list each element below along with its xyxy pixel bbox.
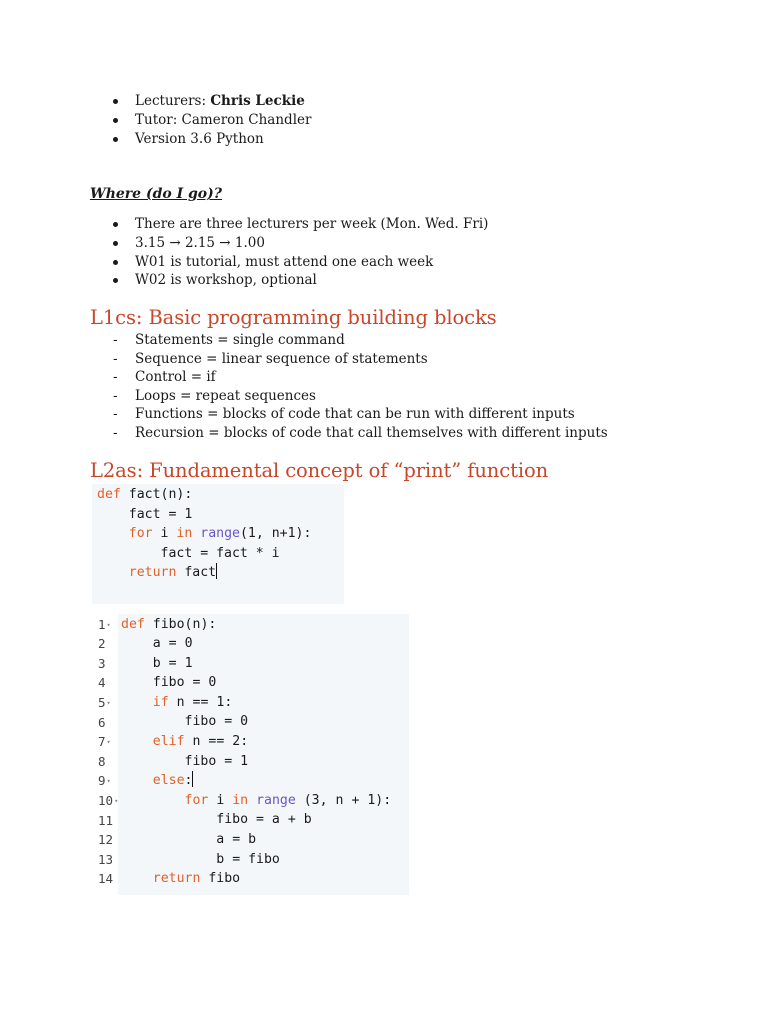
- list-item: [113, 92, 311, 111]
- line-number-text: 1: [98, 616, 106, 632]
- code-keyword: for: [128, 526, 153, 542]
- code-text: =: [216, 734, 225, 750]
- line-number: [98, 830, 122, 850]
- code-text: b: [248, 832, 257, 848]
- code-text: =: [224, 753, 233, 769]
- code-text: i: [216, 792, 225, 808]
- code-line: [121, 791, 391, 811]
- code-text: a: [152, 636, 161, 652]
- l2-heading: L2as: Fundamental concept of “print” function: [90, 459, 549, 482]
- code-text: 1: [216, 694, 225, 710]
- code-text: [121, 695, 153, 710]
- code-keyword: return: [152, 871, 201, 887]
- line-number: [98, 713, 122, 733]
- line-number-text: 11: [98, 812, 114, 828]
- building-blocks-list: [113, 331, 608, 443]
- code-keyword: if: [152, 694, 169, 710]
- code-text: [121, 734, 153, 749]
- code-line: [121, 673, 391, 693]
- code-line: [121, 830, 391, 850]
- code-text: +: [351, 792, 360, 808]
- line-number: [98, 654, 122, 674]
- line-number-text: 7: [98, 734, 106, 750]
- code-text: a: [216, 832, 225, 848]
- code-text: b: [303, 812, 312, 828]
- line-number: [98, 732, 122, 753]
- code-text: [264, 812, 272, 827]
- code-text: =: [232, 851, 241, 867]
- line-number: [98, 811, 122, 831]
- code-keyword: else: [152, 773, 185, 789]
- line-number: [98, 634, 122, 654]
- code-text: [296, 793, 304, 808]
- code-keyword: def: [121, 616, 145, 632]
- code-text: [177, 656, 185, 671]
- code-indent: [97, 565, 129, 580]
- code-text: n: [335, 792, 344, 808]
- code-text: +: [287, 812, 296, 828]
- code-line: [97, 505, 311, 525]
- line-number-text: 8: [98, 753, 106, 769]
- line-number: [98, 850, 122, 870]
- code-text: [240, 852, 248, 867]
- fibo-code-area: [118, 614, 409, 895]
- list-item: 3.15 → 2.15 → 1.00: [113, 234, 488, 253]
- code-text: =: [256, 812, 264, 828]
- text-cursor: [216, 563, 217, 579]
- code-line: [121, 615, 391, 635]
- fold-arrow-icon[interactable]: ▾: [114, 796, 119, 805]
- line-number-text: 12: [98, 832, 114, 848]
- line-number: [98, 693, 122, 714]
- code-keyword: in: [232, 792, 249, 808]
- code-line: [121, 869, 391, 889]
- code-text: ): [200, 616, 209, 632]
- list-item: W02 is workshop, optional: [113, 271, 488, 290]
- code-text: =: [192, 694, 201, 710]
- code-text: [296, 812, 304, 827]
- code-text: =: [168, 655, 177, 671]
- code-text: [161, 636, 169, 651]
- code-text: n: [192, 734, 201, 750]
- code-text: b: [216, 851, 225, 867]
- code-text: [328, 793, 336, 808]
- code-line: [121, 752, 391, 772]
- list-item: - Recursion = blocks of code that call themselves with different inputs: [113, 424, 608, 443]
- line-number-text: 2: [98, 636, 106, 652]
- code-text: [248, 812, 256, 827]
- code-text: 0: [208, 675, 217, 691]
- code-text: [121, 656, 153, 671]
- fold-arrow-icon[interactable]: ▾: [106, 698, 111, 707]
- code-keyword: return: [128, 565, 177, 581]
- code-line: [121, 634, 391, 654]
- code-indent: [97, 507, 129, 522]
- code-text: =: [168, 636, 177, 652]
- code-text: 1: [240, 753, 249, 769]
- code-text: [121, 812, 216, 827]
- line-number-text: 9: [98, 773, 106, 789]
- text-cursor: [192, 771, 193, 787]
- where-heading: Where (do I go)?: [90, 186, 222, 202]
- fact-code-block: [92, 484, 344, 604]
- code-text: ,: [319, 792, 328, 808]
- code-text: =: [200, 694, 209, 710]
- line-number: [98, 752, 122, 772]
- code-text: fact: [176, 565, 217, 581]
- code-text: n: [176, 694, 185, 710]
- line-number-text: 5: [98, 694, 106, 710]
- code-text: fibo: [184, 714, 217, 730]
- code-line: [121, 810, 391, 830]
- code-text: [224, 832, 232, 847]
- code-text: (: [303, 792, 312, 808]
- fold-arrow-icon[interactable]: ▾: [106, 620, 111, 629]
- code-text: i: [152, 526, 177, 542]
- list-item: - Statements = single command: [113, 331, 608, 350]
- list-item: - Control = if: [113, 368, 608, 387]
- list-item: - Loops = repeat sequences: [113, 387, 608, 406]
- code-line: [97, 485, 311, 505]
- code-indent: [97, 526, 129, 541]
- code-text: (1, n+1):: [239, 526, 312, 542]
- code-text: [121, 714, 185, 729]
- code-line: [121, 771, 391, 791]
- code-text: [121, 793, 185, 808]
- code-text: [121, 636, 153, 651]
- code-text: [232, 714, 240, 729]
- lecturer-name: Chris Leckie: [210, 93, 305, 109]
- list-item: Version 3.6 Python: [113, 130, 311, 149]
- line-number: [98, 771, 122, 792]
- list-item: - Functions = blocks of code that can be run with different inputs: [113, 405, 608, 424]
- code-text: [121, 773, 153, 788]
- code-text: :: [224, 694, 233, 710]
- code-text: 3: [311, 792, 320, 808]
- code-text: [248, 793, 256, 808]
- line-number: [98, 791, 122, 812]
- code-text: 0: [184, 636, 193, 652]
- code-text: :: [383, 792, 392, 808]
- code-text: 1: [367, 792, 376, 808]
- code-text: fact(n):: [120, 487, 193, 502]
- fold-arrow-icon[interactable]: ▾: [106, 777, 111, 786]
- code-text: [185, 695, 193, 710]
- code-line: [121, 850, 391, 870]
- code-text: [224, 852, 232, 867]
- code-line: [121, 654, 391, 674]
- code-text: =: [224, 714, 233, 730]
- where-list: [113, 215, 488, 290]
- code-text: [280, 812, 288, 827]
- code-text: fibo: [152, 616, 185, 632]
- code-text: [121, 832, 216, 847]
- code-text: ): [375, 792, 384, 808]
- fibo-code-lines: [121, 615, 391, 889]
- l1-heading: L1cs: Basic programming building blocks: [90, 306, 497, 329]
- line-number-text: 6: [98, 714, 106, 730]
- code-keyword: def: [97, 487, 121, 502]
- code-text: b: [152, 655, 161, 671]
- code-text: :: [240, 734, 249, 750]
- fibo-code-block: [92, 614, 409, 895]
- code-text: :: [208, 616, 217, 632]
- code-text: =: [232, 832, 241, 848]
- code-text: a: [271, 812, 280, 828]
- code-text: [121, 675, 153, 690]
- code-text: [145, 617, 153, 632]
- code-text: (: [184, 616, 193, 632]
- list-item: - Sequence = linear sequence of statements: [113, 350, 608, 369]
- line-number-text: 10: [98, 792, 114, 808]
- code-text: [121, 871, 153, 886]
- line-number-text: 4: [98, 675, 106, 691]
- fold-arrow-icon[interactable]: ▾: [106, 738, 111, 747]
- line-number-text: 13: [98, 851, 114, 867]
- code-text: fibo: [184, 753, 217, 769]
- code-text: fibo: [248, 851, 280, 867]
- line-number-gutter: [92, 614, 118, 895]
- code-text: n: [192, 616, 201, 632]
- line-number-text: 3: [98, 655, 106, 671]
- code-text: [121, 754, 185, 769]
- code-line: [121, 732, 391, 752]
- list-item: Tutor: Cameron Chandler: [113, 111, 311, 130]
- code-text: [161, 656, 169, 671]
- code-line: [97, 544, 311, 564]
- code-text: [177, 636, 185, 651]
- lecturers-label: Lecturers:: [135, 93, 211, 109]
- code-text: 0: [240, 714, 249, 730]
- code-line: [97, 524, 311, 544]
- list-item: W01 is tutorial, must attend one each week: [113, 253, 488, 272]
- code-indent: [97, 546, 161, 561]
- code-line: [97, 563, 311, 583]
- line-number: [98, 615, 122, 636]
- code-line: [121, 693, 391, 713]
- code-text: [232, 754, 240, 769]
- code-builtin: range: [256, 792, 296, 808]
- code-text: :: [184, 773, 193, 789]
- intro-list: [113, 92, 311, 148]
- code-text: fibo: [152, 675, 185, 691]
- list-item: There are three lecturers per week (Mon. Wed. Fri): [113, 215, 488, 234]
- line-number-text: 14: [98, 871, 114, 887]
- code-text: fact = fact * i: [160, 545, 280, 561]
- code-text: [240, 832, 248, 847]
- code-text: [121, 852, 216, 867]
- code-text: =: [192, 675, 201, 691]
- code-text: fact = 1: [128, 506, 193, 522]
- line-number: [98, 673, 122, 693]
- line-number: [98, 869, 122, 889]
- code-keyword: for: [184, 792, 209, 808]
- code-builtin: range: [200, 526, 240, 542]
- code-keyword: elif: [152, 734, 185, 750]
- code-text: fibo: [208, 871, 241, 887]
- code-text: 2: [232, 734, 241, 750]
- code-keyword: in: [176, 526, 193, 542]
- code-text: 1: [184, 655, 193, 671]
- code-line: [121, 712, 391, 732]
- code-text: fibo: [216, 812, 249, 828]
- code-text: =: [208, 734, 217, 750]
- code-text: [169, 695, 177, 710]
